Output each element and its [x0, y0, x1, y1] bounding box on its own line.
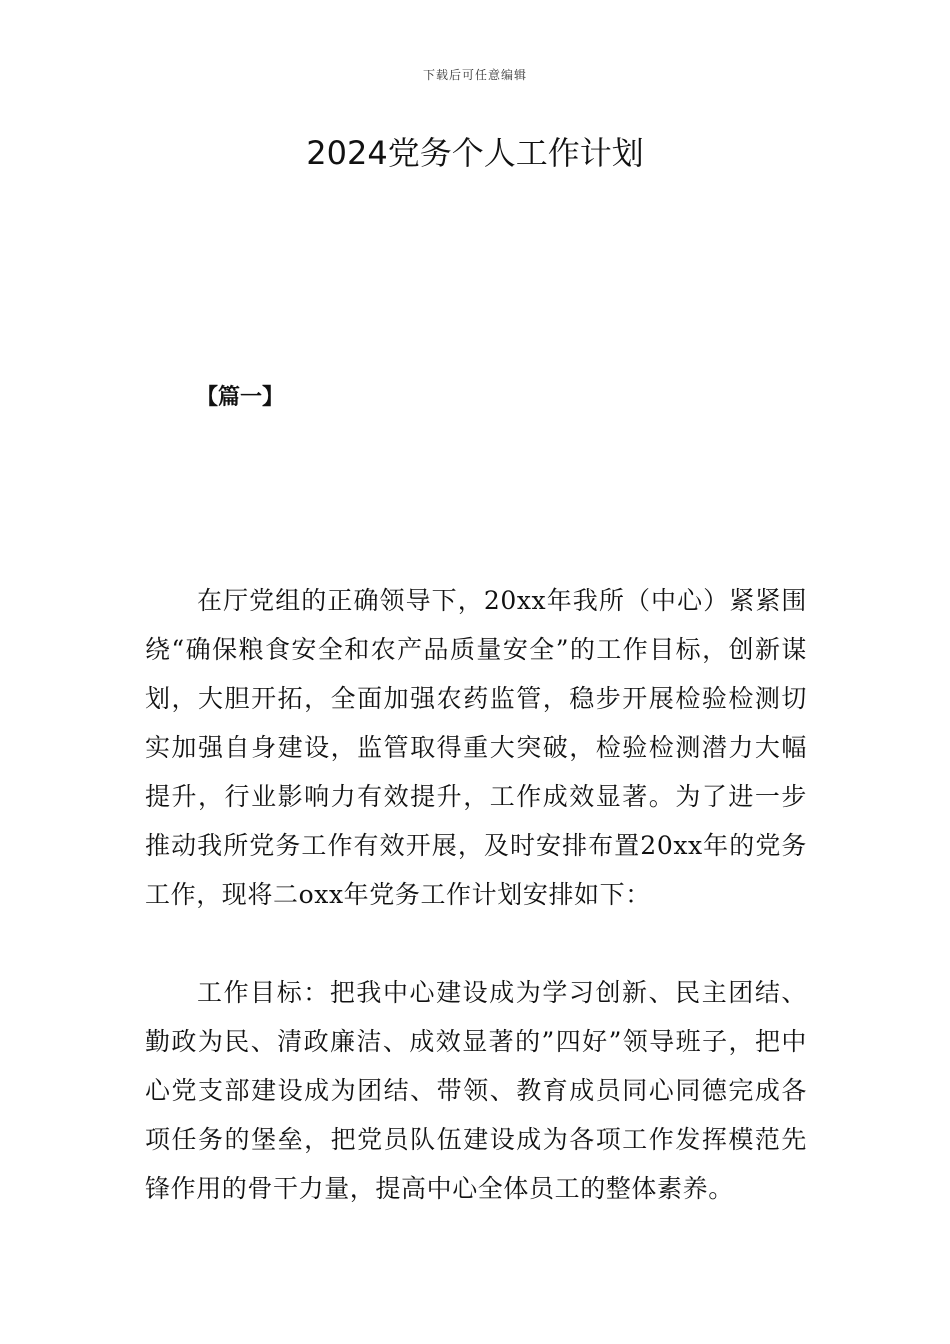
section-label: 【篇一】: [196, 385, 285, 410]
document-title: 2024党务个人工作计划: [306, 134, 644, 172]
body-paragraph-2: 工作目标：把我中心建设成为学习创新、民主团结、勤政为民、清政廉洁、成效显著的”四好”领导班子，把中心党支部建设成为团结、带领、教育成员同心同德完成各项任务的堡垒，把党员队伍建设成为各项工作发挥模范先锋作用的骨干力量，提高中心全体员工的整体素养。: [145, 978, 807, 1203]
body-paragraph-1: 在厅党组的正确领导下，20xx年我所（中心）紧紧围绕“确保粮食安全和农产品质量安全”的工作目标，创新谋划，大胆开拓，全面加强农药监管，稳步开展检验检测切实加强自身建设，监管取得重大突破，检验检测潜力大幅提升，行业影响力有效提升，工作成效显著。为了进一步推动我所党务工作有效开展，及时安排布置20xx年的党务工作，现将二oxx年党务工作计划安排如下：: [145, 586, 807, 909]
header-note: 下载后可任意编辑: [422, 68, 527, 82]
